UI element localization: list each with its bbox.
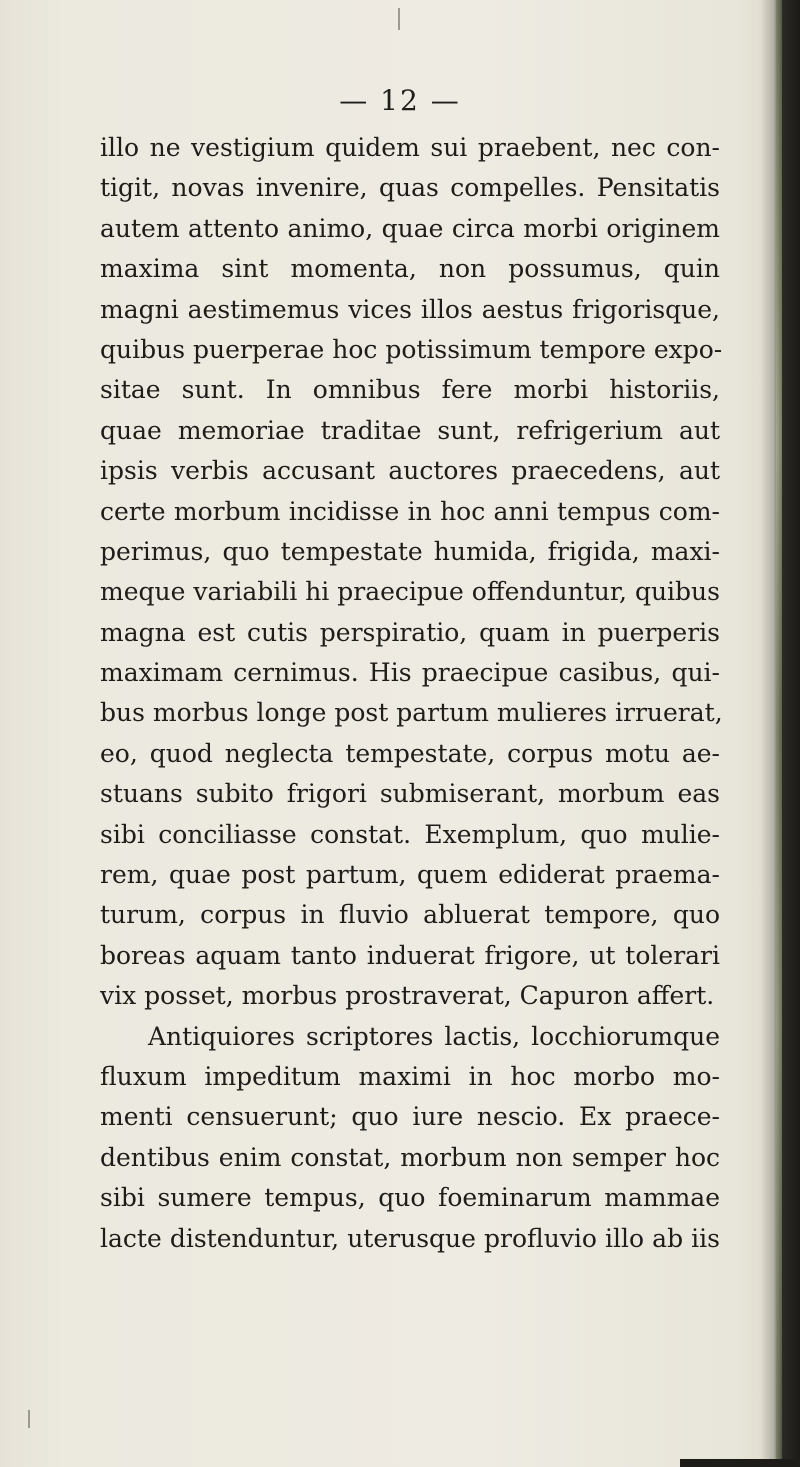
text-line: eo, quod neglecta tempestate, corpus motu ae-: [100, 738, 720, 768]
page-number: — 12 —: [339, 84, 461, 117]
text-line: sibi conciliasse constat. Exemplum, quo mulie-: [100, 819, 720, 849]
page-edge-highlight: [776, 0, 782, 1467]
text-line-paragraph-start: Antiquiores scriptores lactis, locchiorumque: [148, 1021, 720, 1051]
text-line: sibi sumere tempus, quo foeminarum mammae: [100, 1183, 720, 1213]
scan-mark-left: [28, 1410, 30, 1428]
text-line: rem, quae post partum, quem ediderat praema-: [100, 860, 720, 890]
text-line: quibus puerperae hoc potissimum tempore expo-: [100, 334, 723, 364]
text-line: meque variabili hi praecipue offenduntur, quibus: [100, 577, 720, 607]
text-line: boreas aquam tanto induerat frigore, ut tolerari: [100, 940, 720, 970]
text-line: lacte distenduntur, uterusque profluvio illo ab iis: [100, 1223, 720, 1253]
text-line: tigit, novas invenire, quas compelles. Pensitatis: [100, 173, 720, 203]
text-line: turum, corpus in fluvio abluerat tempore, quo: [100, 900, 720, 930]
scan-mark-top: [398, 8, 400, 30]
text-line: quae memoriae traditae sunt, refrigerium aut: [100, 415, 720, 445]
text-line: illo ne vestigium quidem sui praebent, nec con-: [100, 133, 720, 162]
text-line: fluxum impeditum maximi in hoc morbo mo-: [100, 1061, 720, 1091]
text-line: stuans subito frigori submiserant, morbum eas: [100, 779, 720, 809]
text-line: certe morbum incidisse in hoc anni tempus com-: [100, 496, 720, 526]
text-line: dentibus enim constat, morbum non semper hoc: [100, 1142, 720, 1172]
text-line: magna est cutis perspiratio, quam in puerperis: [100, 617, 720, 647]
text-line: sitae sunt. In omnibus fere morbi historiis,: [100, 375, 720, 405]
page-bottom-edge: [680, 1459, 800, 1467]
text-line: vix posset, morbus prostraverat, Capuron affert.: [100, 981, 715, 1011]
text-line: menti censuerunt; quo iure nescio. Ex praece-: [100, 1102, 720, 1132]
text-line: magni aestimemus vices illos aestus frigorisque,: [100, 294, 720, 324]
text-line: maxima sint momenta, non possumus, quin: [100, 254, 720, 284]
text-line: perimus, quo tempestate humida, frigida, maxi-: [100, 536, 720, 566]
text-line: ipsis verbis accusant auctores praecedens, aut: [100, 456, 720, 486]
text-line: bus morbus longe post partum mulieres irruerat,: [100, 698, 723, 728]
text-line: autem attento animo, quae circa morbi originem: [100, 213, 720, 243]
text-line: maximam cernimus. His praecipue casibus, qui-: [100, 658, 720, 688]
body-text: [100, 128, 723, 1259]
